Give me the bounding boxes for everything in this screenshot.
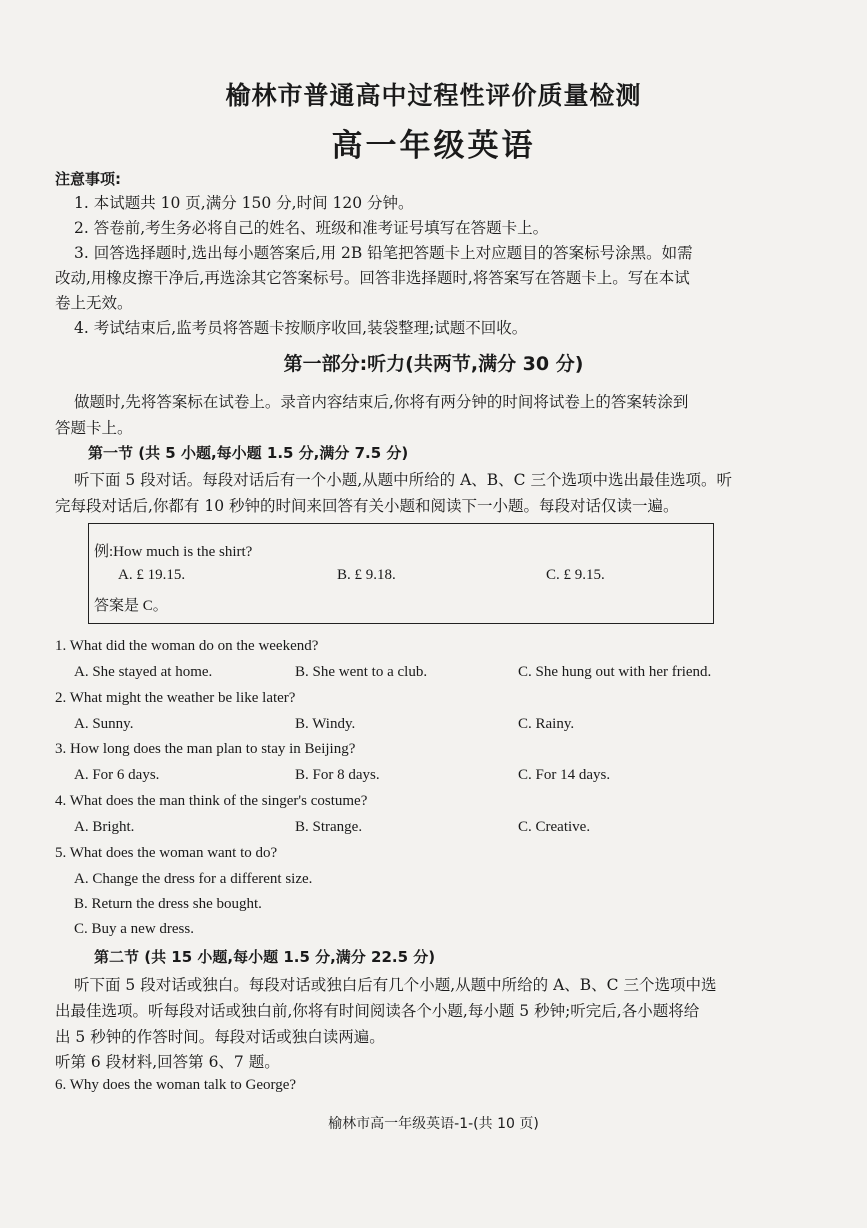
option-b: B. Windy. (295, 716, 356, 732)
option-a: A. For 6 days. (74, 767, 160, 783)
example-answer: 答案是 C。 (94, 598, 168, 614)
option-a: A. Sunny. (74, 716, 134, 732)
option-b: B. For 8 days. (295, 767, 380, 783)
question-text: 5. What does the woman want to do? (55, 845, 278, 861)
option-c: C. For 14 days. (518, 767, 611, 783)
part1-title: 第一部分:听力(共两节,满分 30 分) (283, 353, 584, 375)
notes-item: 改动,用橡皮擦干净后,再选涂其它答案标号。回答非选择题时,将答案写在答题卡上。写在本试 (55, 269, 690, 287)
option-b: B. Strange. (295, 819, 363, 835)
section2-instructions: 出 5 秒钟的作答时间。每段对话或独白读两遍。 (55, 1028, 385, 1046)
option-b: B. Return the dress she bought. (74, 896, 262, 912)
question-text: 3. How long does the man plan to stay in Beijing? (55, 741, 356, 757)
section2-instructions: 出最佳选项。听每段对话或独白前,你将有时间阅读各个小题,每小题 5 秒钟;听完后,各小题将给 (55, 1002, 700, 1020)
exam-title: 榆林市普通高中过程性评价质量检测 (225, 81, 642, 110)
section2-instructions: 听下面 5 段对话或独白。每段对话或独白后有几个小题,从题中所给的 A、B、C 三个选项中选 (74, 976, 717, 994)
example-option-b: B. £ 9.18. (337, 567, 396, 583)
option-c: C. Buy a new dress. (74, 921, 194, 937)
section1-instructions: 听下面 5 段对话。每段对话后有一个小题,从题中所给的 A、B、C 三个选项中选出最佳选项。听 (74, 471, 732, 489)
page-footer: 榆林市高一年级英语-1-(共 10 页) (328, 1116, 539, 1132)
question-text: 6. Why does the woman talk to George? (55, 1077, 297, 1093)
exam-subtitle: 高一年级英语 (331, 128, 536, 164)
example-option-c: C. £ 9.15. (546, 567, 605, 583)
option-c: C. Rainy. (518, 716, 575, 732)
question-text: 1. What did the woman do on the weekend? (55, 638, 319, 654)
option-b: B. She went to a club. (295, 664, 428, 680)
notes-item: 2. 答卷前,考生务必将自己的姓名、班级和准考证号填写在答题卡上。 (74, 219, 549, 237)
section1-title: 第一节 (共 5 小题,每小题 1.5 分,满分 7.5 分) (88, 444, 409, 462)
option-a: A. She stayed at home. (74, 664, 213, 680)
notes-heading: 注意事项: (55, 170, 121, 188)
notes-item: 4. 考试结束后,监考员将答题卡按顺序收回,装袋整理;试题不回收。 (74, 319, 528, 337)
material-instruction: 听第 6 段材料,回答第 6、7 题。 (55, 1053, 280, 1071)
example-option-a: A. £ 19.15. (118, 567, 186, 583)
option-c: C. She hung out with her friend. (518, 664, 712, 680)
question-text: 4. What does the man think of the singer's costume? (55, 793, 368, 809)
question-text: 2. What might the weather be like later? (55, 690, 296, 706)
section2-title: 第二节 (共 15 小题,每小题 1.5 分,满分 22.5 分) (94, 948, 436, 966)
section1-instructions: 完每段对话后,你都有 10 秒钟的时间来回答有关小题和阅读下一小题。每段对话仅读一遍。 (55, 497, 679, 515)
part1-intro: 做题时,先将答案标在试卷上。录音内容结束后,你将有两分钟的时间将试卷上的答案转涂到 (74, 393, 689, 411)
example-question: 例:How much is the shirt? (94, 544, 253, 560)
option-c: C. Creative. (518, 819, 591, 835)
notes-item: 1. 本试题共 10 页,满分 150 分,时间 120 分钟。 (74, 194, 414, 212)
option-a: A. Bright. (74, 819, 135, 835)
notes-item: 卷上无效。 (55, 294, 133, 312)
notes-item: 3. 回答选择题时,选出每小题答案后,用 2B 铅笔把答题卡上对应题目的答案标号涂黑。如需 (74, 244, 693, 262)
part1-intro: 答题卡上。 (55, 419, 133, 437)
option-a: A. Change the dress for a different size. (74, 871, 313, 887)
